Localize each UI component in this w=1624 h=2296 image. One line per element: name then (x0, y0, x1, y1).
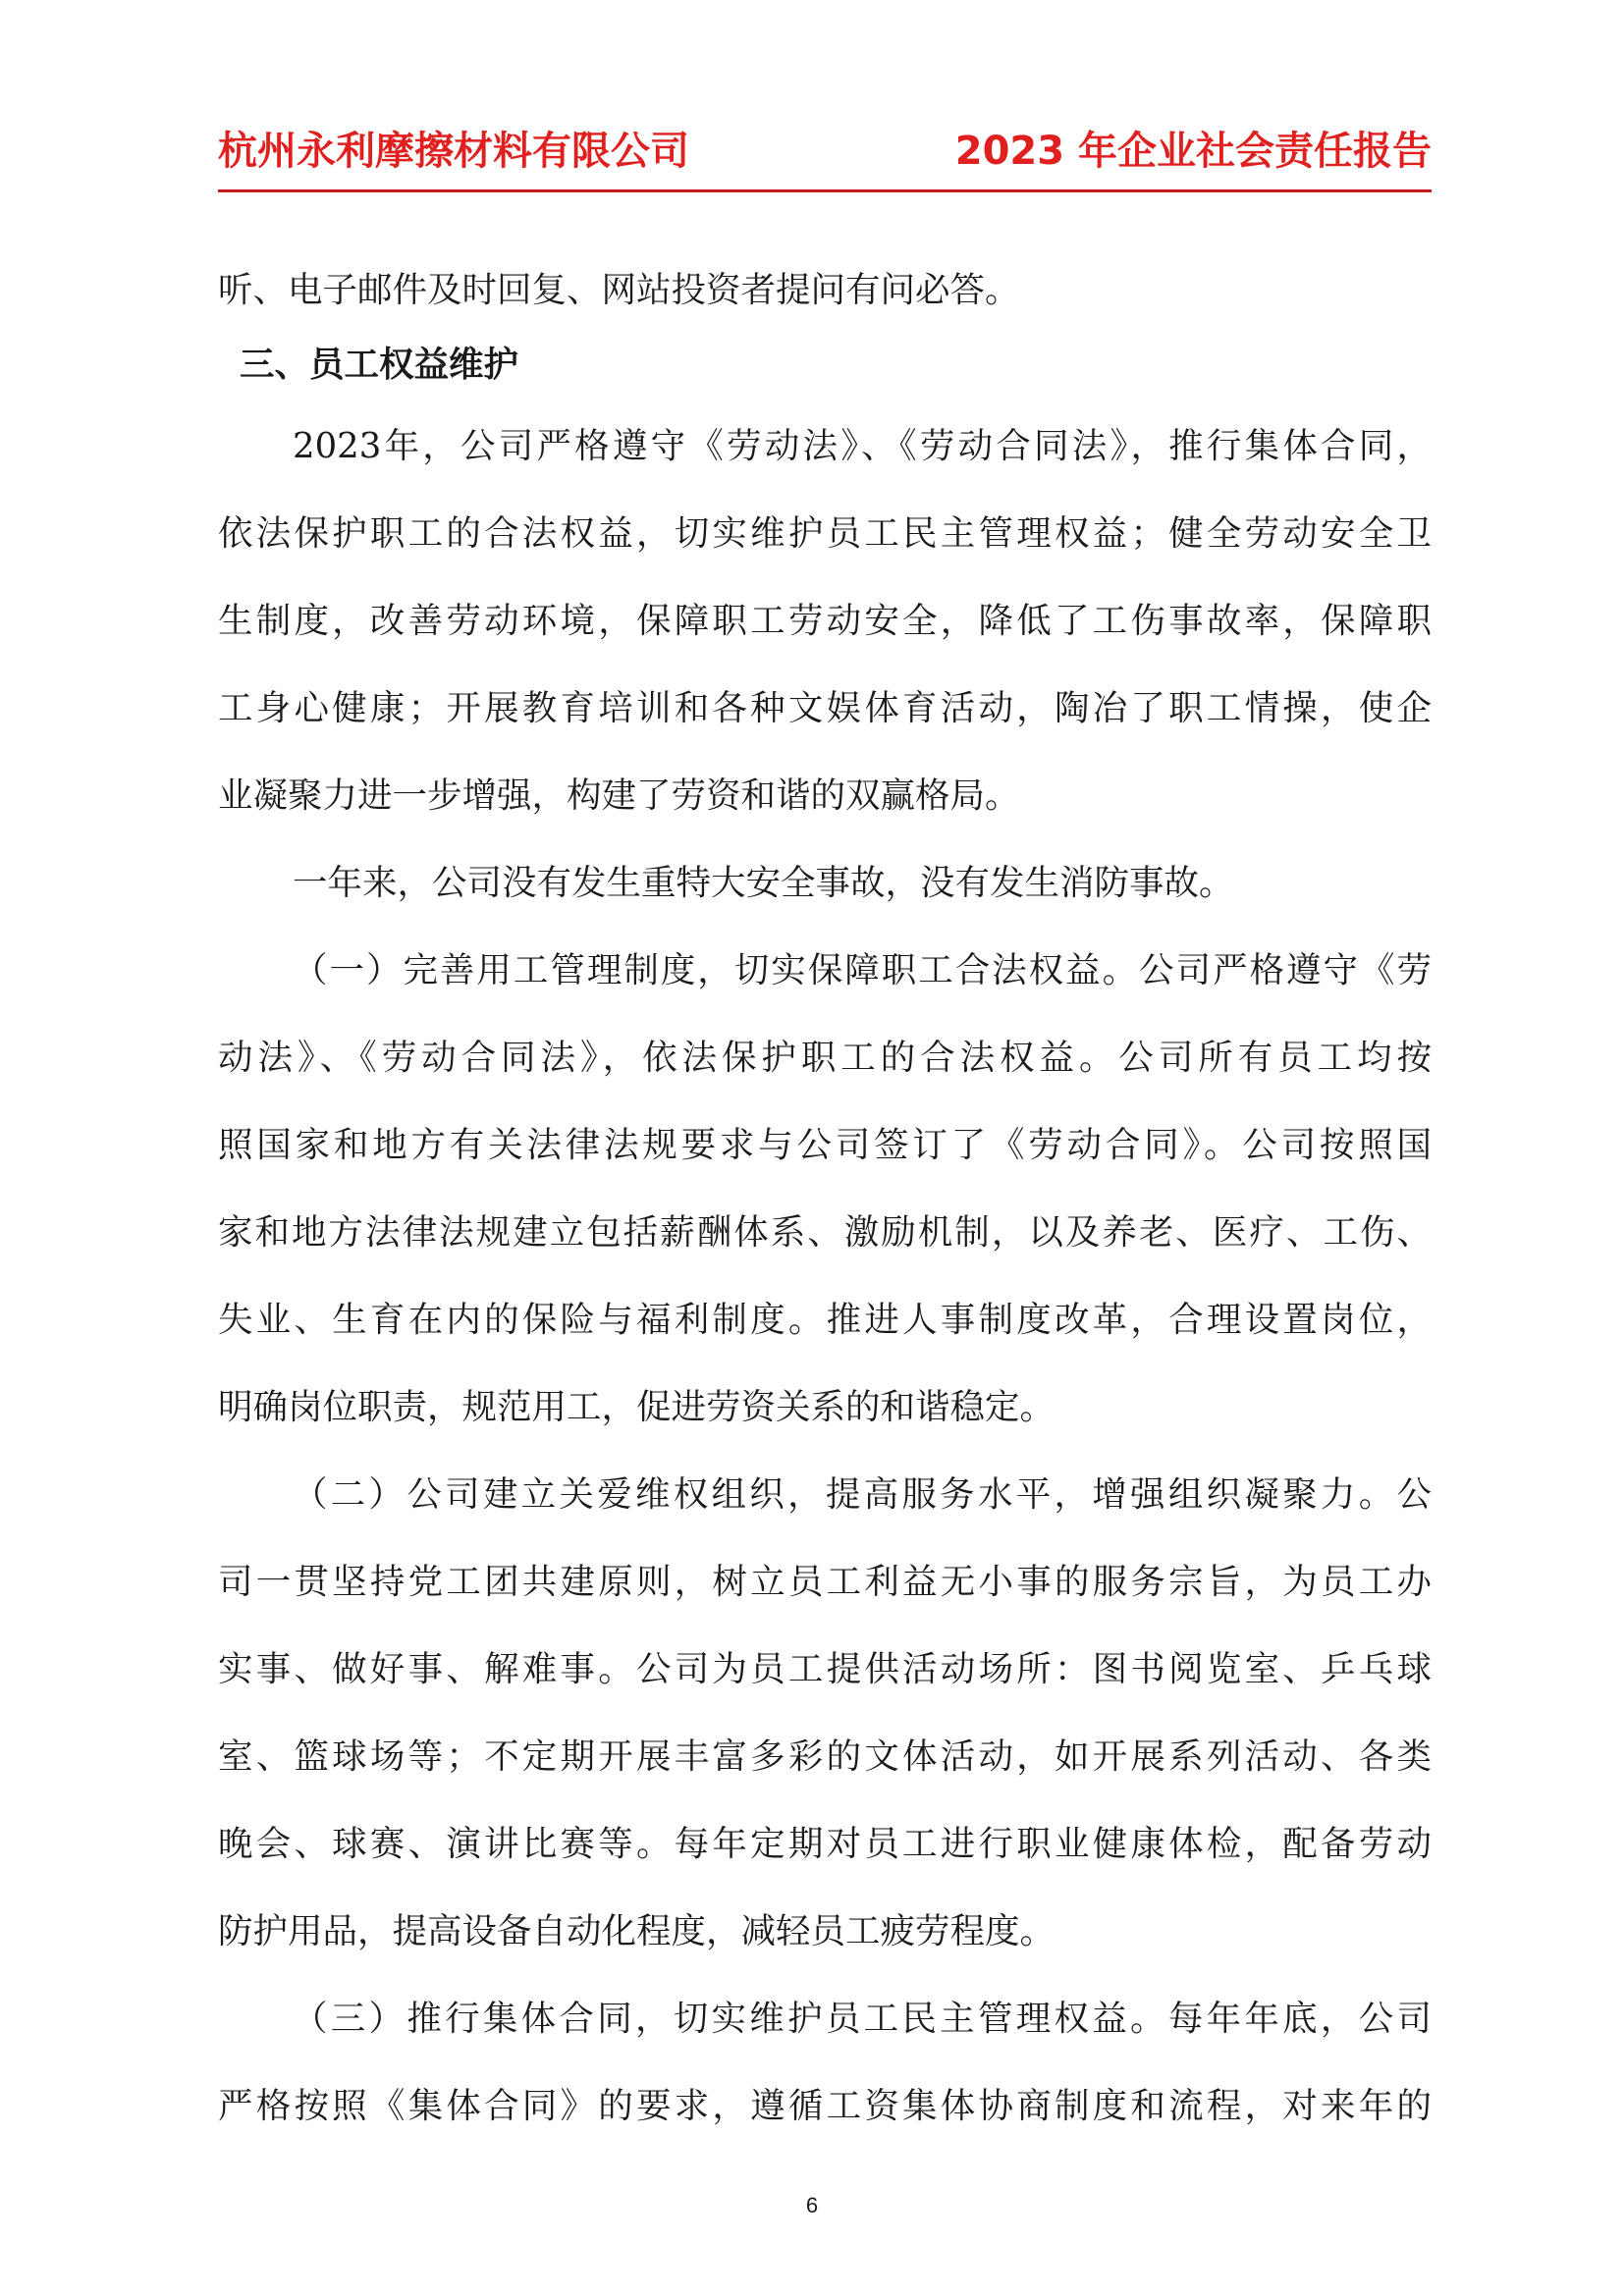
body-line: 失业、生育在内的保险与福利制度。推进人事制度改革，合理设置岗位， (218, 1300, 1432, 1340)
paragraph-first-line: （二）公司建立关爱维权组织，提高服务水平，增强组织凝聚力。公 (293, 1474, 1432, 1515)
body-line: 晚会、球赛、演讲比赛等。每年定期对员工进行职业健康体检，配备劳动 (218, 1824, 1432, 1864)
body-line: 室、篮球场等；不定期开展丰富多彩的文体活动，如开展系列活动、各类 (218, 1736, 1432, 1777)
paragraph-first-line: 一年来，公司没有发生重特大安全事故，没有发生消防事故。 (293, 863, 1234, 903)
body-line: 严格按照《集体合同》的要求，遵循工资集体协商制度和流程，对来年的 (218, 2086, 1432, 2126)
body-line: 动法》、《劳动合同法》，依法保护职工的合法权益。公司所有员工均按 (218, 1038, 1432, 1078)
body-line: 业凝聚力进一步增强，构建了劳资和谐的双赢格局。 (218, 775, 1020, 816)
body-line: 实事、做好事、解难事。公司为员工提供活动场所：图书阅览室、乒乓球 (218, 1649, 1432, 1689)
company-name: 杭州永利摩擦材料有限公司 (218, 129, 689, 174)
body-line: 司一贯坚持党工团共建原则，树立员工利益无小事的服务宗旨，为员工办 (218, 1562, 1432, 1602)
section-heading: 三、员工权益维护 (240, 345, 519, 385)
body-line: 明确岗位职责，规范用工，促进劳资关系的和谐稳定。 (218, 1387, 1056, 1427)
body-line: 照国家和地方有关法律法规要求与公司签订了《劳动合同》。公司按照国 (218, 1125, 1432, 1165)
body-line: 防护用品，提高设备自动化程度，减轻员工疲劳程度。 (218, 1911, 1056, 1951)
page-number: 6 (805, 2193, 819, 2217)
header-divider (218, 189, 1432, 192)
page-header (218, 122, 1432, 181)
paragraph-first-line: （一）完善用工管理制度，切实保障职工合法权益。公司严格遵守《劳 (293, 950, 1432, 990)
paragraph-first-line: 2023年，公司严格遵守《劳动法》、《劳动合同法》，推行集体合同， (293, 426, 1432, 466)
body-line: 生制度，改善劳动环境，保障职工劳动安全，降低了工伤事故率，保障职 (218, 601, 1432, 641)
report-title: 2023 年企业社会责任报告 (954, 129, 1432, 174)
body-line: 家和地方法律法规建立包括薪酬体系、激励机制，以及养老、医疗、工伤、 (218, 1212, 1432, 1253)
paragraph-first-line: （三）推行集体合同，切实维护员工民主管理权益。每年年底，公司 (293, 1999, 1432, 2039)
body-line: 依法保护职工的合法权益，切实维护员工民主管理权益；健全劳动安全卫 (218, 513, 1432, 554)
body-line: 听、电子邮件及时回复、网站投资者提问有问必答。 (218, 270, 1020, 310)
body-line: 工身心健康；开展教育培训和各种文娱体育活动，陶冶了职工情操，使企 (218, 688, 1432, 728)
